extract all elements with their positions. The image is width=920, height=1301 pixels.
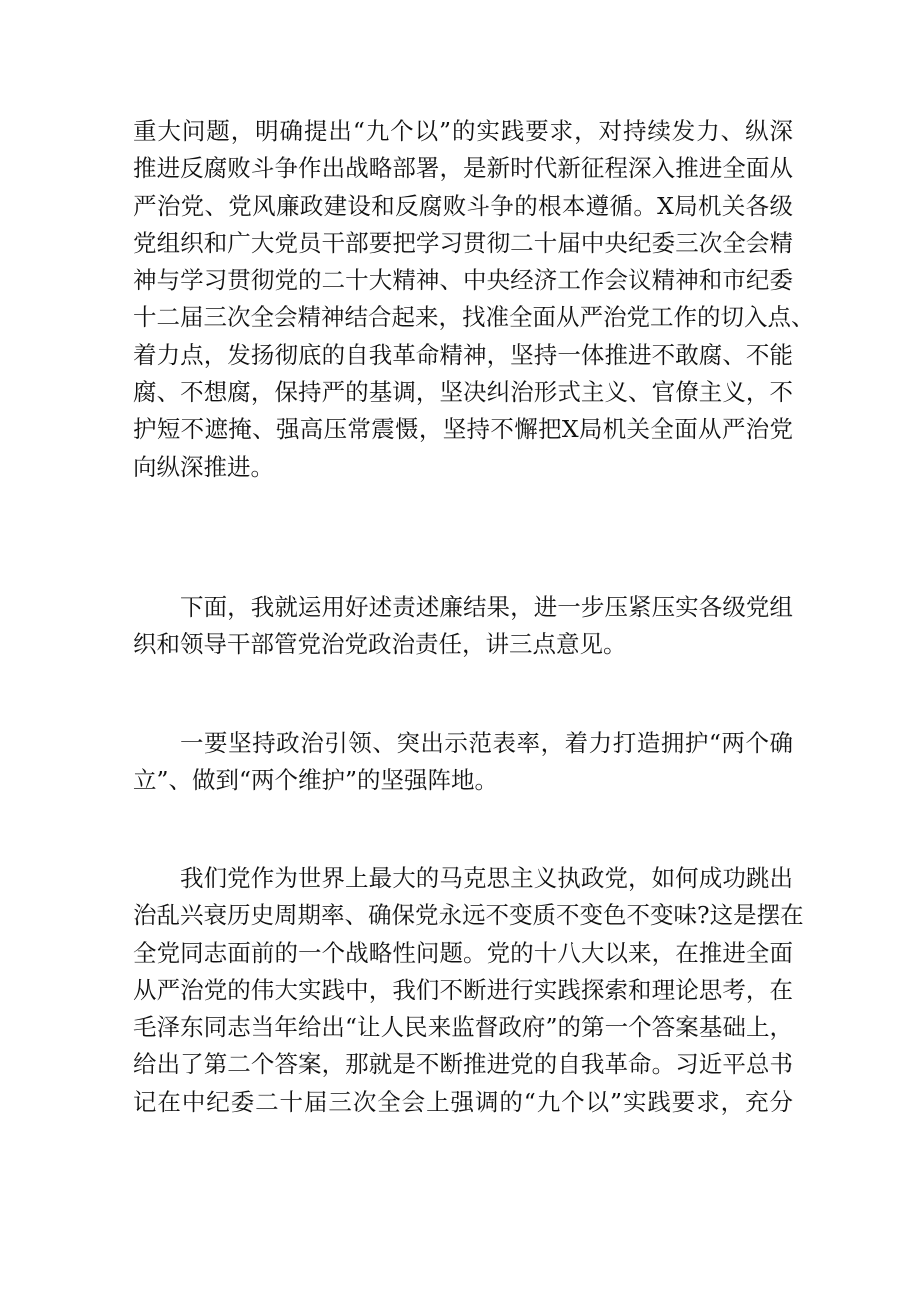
paragraph-3-line: 立”、做到“两个维护”的坚强阵地。 <box>133 766 499 795</box>
paragraph-4-line: 毛泽东同志当年给出“让人民来监督政府”的第一个答案基础上， <box>133 1013 793 1042</box>
paragraph-4-line: 给出了第二个答案，那就是不断推进党的自我革命。习近平总书 <box>133 1050 793 1079</box>
paragraph-1-line: 党组织和广大党员干部要把学习贯彻二十届中央纪委三次全会精 <box>133 228 793 257</box>
paragraph-1-line: 护短不遮掩、强高压常震慑，坚持不懈把X局机关全面从严治党 <box>133 415 793 444</box>
paragraph-1-line: 腐、不想腐，保持严的基调，坚决纠治形式主义、官僚主义，不 <box>133 378 793 407</box>
paragraph-1 <box>133 113 815 486</box>
paragraph-1-line: 十二届三次全会精神结合起来，找准全面从严治党工作的切入点、 <box>133 303 815 332</box>
paragraph-1-line: 神与学习贯彻党的二十大精神、中央经济工作会议精神和市纪委 <box>133 266 793 295</box>
paragraph-1-line: 推进反腐败斗争作出战略部署，是新时代新征程深入推进全面从 <box>133 154 793 183</box>
paragraph-4-line: 从严治党的伟大实践中，我们不断进行实践探索和理论思考，在 <box>133 975 793 1004</box>
paragraph-3-line: 一要坚持政治引领、突出示范表率，着力打造拥护“两个确 <box>180 729 793 757</box>
paragraph-4-line: 记在中纪委二十届三次全会上强调的“九个以”实践要求，充分 <box>133 1087 793 1116</box>
paragraph-1-line: 严治党、党风廉政建设和反腐败斗争的根本遵循。X局机关各级 <box>133 191 793 220</box>
paragraph-2 <box>133 589 793 664</box>
paragraph-4-line: 我们党作为世界上最大的马克思主义执政党，如何成功跳出 <box>180 864 793 892</box>
paragraph-1-line: 着力点，发扬彻底的自我革命精神，坚持一体推进不敢腐、不能 <box>133 340 793 369</box>
paragraph-2-line: 下面，我就运用好述责述廉结果，进一步压紧压实各级党组 <box>180 593 793 621</box>
paragraph-4 <box>133 860 804 1121</box>
paragraph-3 <box>133 725 793 800</box>
paragraph-4-line: 治乱兴衰历史周期率、确保党永远不变质不变色不变味?这是摆在 <box>133 901 804 930</box>
paragraph-4-line: 全党同志面前的一个战略性问题。党的十八大以来，在推进全面 <box>133 938 793 967</box>
paragraph-1-line: 向纵深推进。 <box>133 452 274 481</box>
paragraph-1-line: 重大问题，明确提出“九个以”的实践要求，对持续发力、纵深 <box>133 117 793 145</box>
paragraph-2-line: 织和领导干部管党治党政治责任，讲三点意见。 <box>133 630 627 659</box>
